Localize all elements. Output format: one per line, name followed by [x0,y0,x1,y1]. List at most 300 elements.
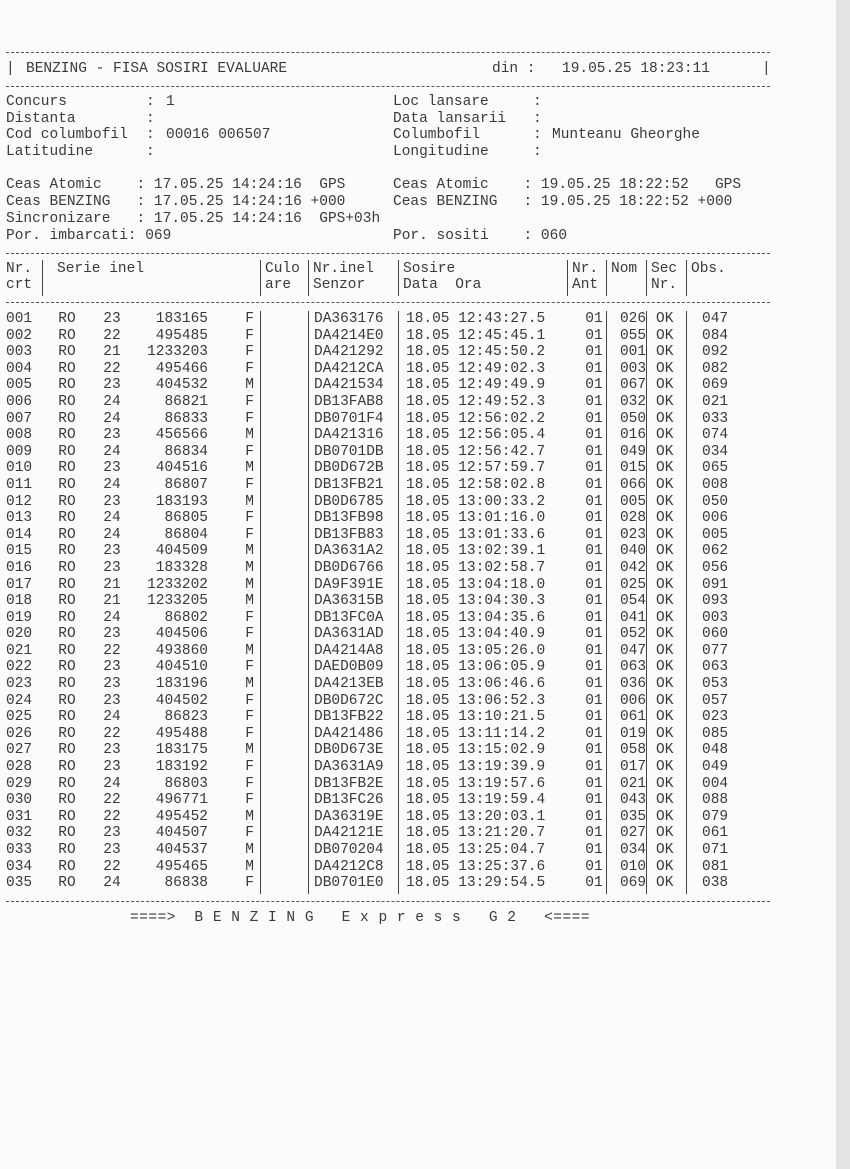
cell-obs: 081 [702,858,729,875]
cell-sensor-id: DA421534 [314,377,384,394]
cell-arrival-time: 18.05 13:04:35.6 [406,609,546,626]
cell-color [258,543,310,560]
cell-color [258,361,310,378]
col-sec-header: Sec [651,261,678,277]
cell-nom: 042 [619,559,647,576]
cell-row-number: 003 [6,344,33,361]
table-row [6,593,752,610]
cell-sex: F [245,526,254,543]
cell-row-number: 020 [6,626,33,643]
cell-sex: M [245,676,254,693]
cell-ring-year: 22 [103,858,121,875]
cell-nom: 047 [619,642,647,659]
info-data-label: Data lansarii [393,111,507,127]
cell-sex: F [245,759,254,776]
cell-arrival-time: 18.05 13:06:46.6 [406,676,546,693]
col-sosire-header: Sosire [403,261,456,277]
cell-row-number: 015 [6,543,33,560]
cell-ring-number: 86807 [164,476,208,493]
cell-color [258,593,310,610]
cell-sec-status: OK [656,742,674,759]
cell-ring-year: 23 [103,676,121,693]
cell-sensor-id: DB13FB2E [314,775,384,792]
cell-ring-year: 23 [103,559,121,576]
cell-obs: 063 [702,659,729,676]
cell-obs: 071 [702,842,729,858]
separator-line [6,302,770,303]
cell-color [258,328,310,345]
cell-nom: 049 [619,443,647,460]
cell-obs: 085 [702,725,729,742]
cell-ring-year: 22 [103,725,121,742]
cell-sex: F [245,327,254,344]
cell-sec-status: OK [656,311,674,327]
cell-arrival-time: 18.05 12:45:45.1 [406,327,546,344]
cell-obs: 053 [702,676,729,693]
cell-sex: F [245,410,254,427]
cell-country-code: RO [58,792,76,809]
cell-sec-status: OK [656,427,674,444]
cell-ring-year: 23 [103,427,121,444]
cell-ring-year: 21 [103,576,121,593]
cell-country-code: RO [58,692,76,709]
cell-obs: 091 [702,576,729,593]
cell-color [258,792,310,809]
cell-nr-ant: 01 [585,427,603,444]
cell-arrival-time: 18.05 12:57:59.7 [406,460,546,477]
clock-benzing-end: Ceas BENZING : 19.05.25 18:22:52 +000 [393,194,733,210]
separator-line [6,901,770,902]
cell-sex: M [245,842,254,858]
cell-nr-ant: 01 [585,792,603,809]
cell-obs: 006 [702,510,729,527]
cell-nom: 061 [619,709,647,726]
info-latitudine-label: Latitudine [6,144,94,160]
cell-nr-ant: 01 [585,676,603,693]
cell-ring-number: 495466 [155,360,208,377]
cell-obs: 093 [702,593,729,610]
cell-nom: 019 [619,725,647,742]
cell-sex: M [245,808,254,825]
cell-country-code: RO [58,825,76,842]
col-nom-header: Nom [611,261,638,277]
cell-row-number: 029 [6,775,33,792]
cell-nr-ant: 01 [585,360,603,377]
table-row [6,859,752,876]
cell-obs: 074 [702,427,729,444]
cell-nr-ant: 01 [585,759,603,776]
cell-nr-ant: 01 [585,825,603,842]
cell-nr-ant: 01 [585,559,603,576]
cell-country-code: RO [58,344,76,361]
cell-country-code: RO [58,493,76,510]
cell-ring-number: 1233202 [147,576,208,593]
cell-ring-number: 404516 [155,460,208,477]
cell-sec-status: OK [656,775,674,792]
cell-arrival-time: 18.05 12:49:02.3 [406,360,546,377]
table-row [6,776,752,793]
cell-nom: 028 [619,510,647,527]
cell-row-number: 010 [6,460,33,477]
cell-country-code: RO [58,858,76,875]
cell-country-code: RO [58,875,76,892]
cell-obs: 060 [702,626,729,643]
cell-sec-status: OK [656,642,674,659]
cell-country-code: RO [58,609,76,626]
separator-line [6,253,770,254]
cell-color [258,825,310,842]
info-cod-label: Cod columbofil [6,127,128,143]
cell-arrival-time: 18.05 13:19:57.6 [406,775,546,792]
cell-row-number: 035 [6,875,33,892]
table-row [6,411,752,428]
cell-nom: 063 [619,659,647,676]
cell-nom: 016 [619,427,647,444]
cell-country-code: RO [58,775,76,792]
cell-ring-number: 86833 [164,410,208,427]
cell-ring-year: 24 [103,476,121,493]
cell-ring-year: 24 [103,709,121,726]
cell-ring-number: 86803 [164,775,208,792]
sync-line: Sincronizare : 17.05.25 14:24:16 GPS+03h [6,211,381,227]
cell-row-number: 011 [6,476,33,493]
cell-sex: F [245,725,254,742]
cell-sensor-id: DAED0B09 [314,659,384,676]
cell-sec-status: OK [656,593,674,610]
cell-nr-ant: 01 [585,526,603,543]
cell-sec-status: OK [656,792,674,809]
cell-row-number: 004 [6,360,33,377]
cell-sex: M [245,543,254,560]
cell-nr-ant: 01 [585,543,603,560]
cell-sensor-id: DB13FB21 [314,476,384,493]
cell-sec-status: OK [656,327,674,344]
cell-arrival-time: 18.05 12:56:02.2 [406,410,546,427]
table-row [6,328,752,345]
cell-ring-year: 22 [103,642,121,659]
cell-nr-ant: 01 [585,576,603,593]
cell-obs: 021 [702,393,729,410]
cell-ring-year: 23 [103,311,121,327]
cell-sex: M [245,460,254,477]
cell-sensor-id: DA4213EB [314,676,384,693]
cell-ring-year: 24 [103,609,121,626]
cell-sensor-id: DA36319E [314,808,384,825]
cell-sensor-id: DA3631A2 [314,543,384,560]
cell-country-code: RO [58,808,76,825]
cell-sex: F [245,692,254,709]
cell-country-code: RO [58,510,76,527]
table-row [6,759,752,776]
cell-country-code: RO [58,427,76,444]
cell-obs: 023 [702,709,729,726]
cell-nom: 058 [619,742,647,759]
cell-country-code: RO [58,642,76,659]
pigeons-boarded: Por. imbarcati: 069 [6,228,172,244]
cell-arrival-time: 18.05 13:20:03.1 [406,808,546,825]
cell-color [258,610,310,627]
cell-country-code: RO [58,360,76,377]
cell-sensor-id: DB0D673E [314,742,384,759]
cell-sec-status: OK [656,725,674,742]
info-columbofil-value: Munteanu Gheorghe [552,127,700,143]
cell-nr-ant: 01 [585,642,603,659]
pigeons-arrived: Por. sositi : 060 [393,228,568,244]
table-row [6,543,752,560]
cell-nr-ant: 01 [585,393,603,410]
cell-ring-year: 22 [103,792,121,809]
cell-arrival-time: 18.05 13:11:14.2 [406,725,546,742]
cell-arrival-time: 18.05 13:15:02.9 [406,742,546,759]
cell-sensor-id: DB070204 [314,842,384,858]
cell-sec-status: OK [656,443,674,460]
cell-color [258,693,310,710]
cell-ring-year: 24 [103,875,121,892]
cell-nom: 005 [619,493,647,510]
cell-obs: 079 [702,808,729,825]
cell-color [258,344,310,361]
cell-ring-year: 23 [103,842,121,858]
cell-arrival-time: 18.05 12:58:02.8 [406,476,546,493]
cell-nr-ant: 01 [585,858,603,875]
cell-sensor-id: DA3631AD [314,626,384,643]
cell-color [258,759,310,776]
info-columbofil-label: Columbofil [393,127,481,143]
cell-country-code: RO [58,626,76,643]
info-distanta-label: Distanta [6,111,76,127]
cell-nr-ant: 01 [585,626,603,643]
col-obs-header: Obs. [691,261,726,277]
table-row [6,344,752,361]
table-row [6,427,752,444]
cell-arrival-time: 18.05 13:01:33.6 [406,526,546,543]
cell-color [258,726,310,743]
cell-sec-status: OK [656,808,674,825]
cell-sensor-id: DB13FAB8 [314,393,384,410]
arrivals-table [6,311,752,892]
col-nrinel-header: Nr.inel [313,261,374,277]
cell-ring-year: 22 [103,327,121,344]
cell-sensor-id: DA4214E0 [314,327,384,344]
cell-nom: 040 [619,543,647,560]
cell-row-number: 025 [6,709,33,726]
info-concurs-value: 1 [166,94,175,110]
cell-obs: 004 [702,775,729,792]
cell-nom: 041 [619,609,647,626]
cell-row-number: 009 [6,443,33,460]
cell-sensor-id: DA363176 [314,311,384,327]
cell-row-number: 031 [6,808,33,825]
cell-obs: 050 [702,493,729,510]
cell-row-number: 008 [6,427,33,444]
cell-sensor-id: DB13FB83 [314,526,384,543]
cell-country-code: RO [58,842,76,858]
cell-nom: 043 [619,792,647,809]
cell-sensor-id: DA4212C8 [314,858,384,875]
cell-obs: 077 [702,642,729,659]
cell-sec-status: OK [656,825,674,842]
table-row [6,377,752,394]
cell-row-number: 014 [6,526,33,543]
cell-nr-ant: 01 [585,659,603,676]
cell-row-number: 026 [6,725,33,742]
table-row [6,643,752,660]
cell-nom: 036 [619,676,647,693]
cell-sex: F [245,875,254,892]
cell-arrival-time: 18.05 13:04:40.9 [406,626,546,643]
cell-arrival-time: 18.05 12:56:05.4 [406,427,546,444]
cell-nom: 069 [619,875,647,892]
cell-sec-status: OK [656,360,674,377]
table-row [6,577,752,594]
cell-ring-number: 456566 [155,427,208,444]
cell-color [258,859,310,876]
cell-ring-number: 404510 [155,659,208,676]
table-row [6,610,752,627]
cell-nr-ant: 01 [585,377,603,394]
cell-sec-status: OK [656,344,674,361]
cell-sensor-id: DA421292 [314,344,384,361]
cell-arrival-time: 18.05 13:25:04.7 [406,842,546,858]
col-culoare-header: Culo [265,261,300,277]
cell-sex: F [245,393,254,410]
cell-ring-year: 23 [103,460,121,477]
cell-obs: 084 [702,327,729,344]
cell-sec-status: OK [656,576,674,593]
cell-ring-number: 404532 [155,377,208,394]
cell-nom: 035 [619,808,647,825]
cell-sensor-id: DB13FC26 [314,792,384,809]
cell-nom: 015 [619,460,647,477]
cell-arrival-time: 18.05 12:49:52.3 [406,393,546,410]
cell-sex: F [245,344,254,361]
cell-sex: F [245,510,254,527]
cell-ring-year: 21 [103,344,121,361]
cell-sensor-id: DA4214A8 [314,642,384,659]
cell-row-number: 021 [6,642,33,659]
cell-ring-number: 183192 [155,759,208,776]
cell-color [258,560,310,577]
cell-ring-year: 23 [103,825,121,842]
separator-line [6,86,770,87]
table-row [6,460,752,477]
cell-sex: M [245,427,254,444]
cell-nom: 050 [619,410,647,427]
cell-sex: F [245,626,254,643]
cell-ring-number: 1233203 [147,344,208,361]
table-row [6,709,752,726]
scanner-edge [836,0,850,1169]
cell-ring-year: 24 [103,443,121,460]
cell-sensor-id: DB0D6766 [314,559,384,576]
cell-country-code: RO [58,543,76,560]
table-row [6,444,752,461]
cell-ring-year: 23 [103,759,121,776]
cell-color [258,676,310,693]
cell-obs: 034 [702,443,729,460]
cell-ring-number: 495488 [155,725,208,742]
cell-color [258,394,310,411]
col-serie-header: Serie inel [57,261,145,277]
cell-color [258,494,310,511]
table-row [6,842,752,859]
table-row [6,527,752,544]
cell-row-number: 027 [6,742,33,759]
cell-nom: 003 [619,360,647,377]
cell-sec-status: OK [656,410,674,427]
cell-ring-year: 23 [103,493,121,510]
cell-arrival-time: 18.05 12:43:27.5 [406,311,546,327]
cell-country-code: RO [58,676,76,693]
cell-color [258,510,310,527]
cell-nr-ant: 01 [585,692,603,709]
cell-sex: M [245,858,254,875]
cell-country-code: RO [58,311,76,327]
cell-nr-ant: 01 [585,493,603,510]
cell-nr-ant: 01 [585,443,603,460]
cell-sensor-id: DB13FB98 [314,510,384,527]
cell-sensor-id: DB0701DB [314,443,384,460]
cell-sensor-id: DA421486 [314,725,384,742]
cell-arrival-time: 18.05 13:06:05.9 [406,659,546,676]
cell-row-number: 016 [6,559,33,576]
cell-ring-number: 86823 [164,709,208,726]
cell-country-code: RO [58,377,76,394]
cell-color [258,875,310,892]
cell-row-number: 018 [6,593,33,610]
cell-arrival-time: 18.05 13:01:16.0 [406,510,546,527]
cell-color [258,709,310,726]
cell-ring-number: 183193 [155,493,208,510]
cell-arrival-time: 18.05 12:56:42.7 [406,443,546,460]
cell-color [258,577,310,594]
cell-obs: 033 [702,410,729,427]
col-nr-header: Nr. [6,261,33,277]
cell-row-number: 033 [6,842,33,858]
cell-row-number: 006 [6,393,33,410]
cell-arrival-time: 18.05 13:10:21.5 [406,709,546,726]
cell-ring-year: 22 [103,360,121,377]
cell-sex: F [245,360,254,377]
cell-ring-year: 21 [103,593,121,610]
cell-color [258,527,310,544]
cell-ring-number: 86804 [164,526,208,543]
cell-ring-year: 24 [103,775,121,792]
cell-ring-year: 24 [103,526,121,543]
cell-color [258,626,310,643]
cell-ring-number: 495465 [155,858,208,875]
separator-line [6,52,770,53]
cell-sensor-id: DB0D672B [314,460,384,477]
table-row [6,676,752,693]
cell-sex: F [245,609,254,626]
cell-color [258,427,310,444]
cell-nr-ant: 01 [585,510,603,527]
cell-color [258,659,310,676]
cell-country-code: RO [58,393,76,410]
cell-sensor-id: DA42121E [314,825,384,842]
cell-nr-ant: 01 [585,875,603,892]
cell-sec-status: OK [656,875,674,892]
cell-nr-ant: 01 [585,775,603,792]
cell-sec-status: OK [656,510,674,527]
cell-sex: F [245,443,254,460]
cell-ring-year: 23 [103,543,121,560]
cell-arrival-time: 18.05 13:02:39.1 [406,543,546,560]
cell-ring-year: 23 [103,659,121,676]
table-row [6,394,752,411]
table-row [6,726,752,743]
